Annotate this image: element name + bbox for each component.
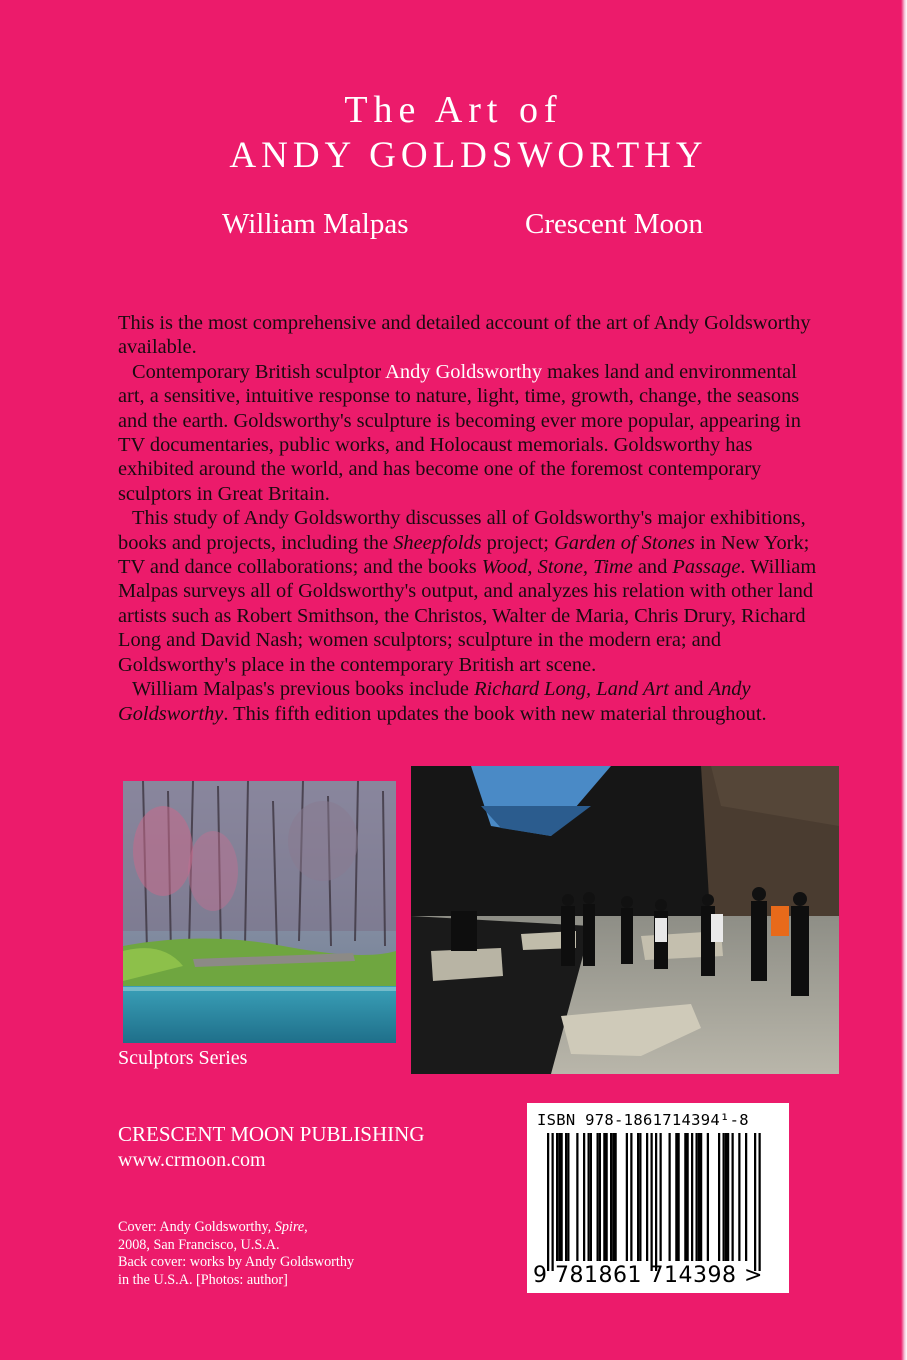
barcode-bar — [561, 1133, 563, 1261]
blurb-text-span: . William Malpas surveys all of Goldsworthy's output, and analyzes his relation with other land artists such as Robert Smithson, the Christos, Walter de Maria, Chris Drury, Richard Long and David Nash; women sculptors; sculpture in the modern era; and Goldsworthy's place in the contemporary British art scene. — [118, 556, 817, 676]
barcode-bar — [630, 1133, 632, 1261]
credits-line-1 — [118, 1219, 408, 1237]
barcode-bar — [700, 1133, 702, 1261]
title-line-1: The Art of — [344, 89, 563, 131]
barcode-bar — [675, 1133, 677, 1261]
barcode-bar — [655, 1133, 657, 1271]
barcode-bar — [606, 1133, 608, 1261]
barcode-bar — [696, 1133, 698, 1261]
isbn-barcode — [527, 1103, 789, 1293]
barcode-bar — [738, 1133, 740, 1261]
barcode-bar — [558, 1133, 560, 1261]
blurb-paragraph-3 — [118, 506, 824, 677]
title-line-2: ANDY GOLDSWORTHY — [229, 135, 708, 176]
credits-line-2: 2008, San Francisco, U.S.A. — [118, 1236, 280, 1253]
barcode-bar — [651, 1133, 653, 1271]
credits-line-4: in the U.S.A. [Photos: author] — [118, 1271, 288, 1288]
author-name: William Malpas — [222, 208, 409, 240]
barcode-bar — [639, 1133, 641, 1261]
barcode-bar — [547, 1133, 549, 1271]
credits-text: Cover: Andy Goldsworthy, — [118, 1219, 275, 1235]
barcode-bar — [556, 1133, 558, 1261]
barcode-bar — [588, 1133, 590, 1261]
blurb-text-span: Contemporary British sculptor — [132, 360, 386, 383]
barcode-bar — [599, 1133, 601, 1261]
blurb-text-span: makes land and environmental art, a sensitive, intuitive response to nature, light, time, growth, change, the seasons and the earth. Goldsworthy's sculpture is becoming ever more popular, appearing in TV documentaries, public works, and Holocaust memorials. Goldsworthy has exhibited around the world, and has become one of the foremost contemporary sculptors in Great Britain. — [118, 360, 801, 505]
barcode-bar — [759, 1133, 761, 1271]
blurb-text-span: in New York; TV and dance collaborations; and the books — [118, 531, 810, 579]
barcode-bar — [745, 1133, 747, 1261]
publisher-name: CRESCENT MOON PUBLISHING — [118, 1122, 425, 1146]
publisher-url: www.crmoon.com — [118, 1149, 266, 1171]
barcode-bar — [660, 1133, 662, 1261]
barcode-bar — [707, 1133, 709, 1261]
barcode-bar — [552, 1133, 554, 1271]
barcode-bar — [669, 1133, 671, 1261]
barcode-bar — [691, 1133, 693, 1261]
barcode-bar — [603, 1133, 605, 1261]
blurb-text-span: William Malpas's previous books include — [132, 678, 475, 701]
landscape-photo — [123, 781, 396, 1043]
landscape-photo-art — [123, 781, 396, 1043]
book-title: Passage — [672, 556, 741, 579]
barcode-bar — [725, 1133, 727, 1261]
credits-line-3: Back cover: works by Andy Goldsworthy — [118, 1254, 355, 1271]
spine-edge — [901, 0, 907, 1360]
barcode-bar — [754, 1133, 756, 1271]
book-title: Andy Goldsworthy — [118, 678, 751, 725]
barcode-bar — [626, 1133, 628, 1261]
highlighted-name: Andy Goldsworthy — [385, 360, 543, 383]
barcode-bar — [590, 1133, 592, 1261]
barcode-bar — [583, 1133, 585, 1261]
barcode-bar — [727, 1133, 729, 1261]
barcode-bar — [678, 1133, 680, 1261]
ean-digits: 9 781861 714398 > — [533, 1263, 763, 1288]
barcode-bar — [687, 1133, 689, 1261]
barcode-bar — [732, 1133, 734, 1261]
book-title: Wood, Stone, Time — [481, 556, 633, 579]
barcode-bar — [646, 1133, 648, 1261]
barcode-bar — [610, 1133, 612, 1261]
isbn-label: ISBN 978-1861714394¹-8 — [537, 1111, 749, 1129]
photo-credits — [118, 1219, 408, 1289]
barcode-bar — [698, 1133, 700, 1261]
blurb-text — [118, 311, 824, 726]
blurb-paragraph-4 — [118, 677, 824, 726]
barcode-bar — [723, 1133, 725, 1261]
barcode-bar — [637, 1133, 639, 1261]
barcode-bar — [567, 1133, 569, 1261]
blurb-text-span: This study of Andy Goldsworthy discusses all of Goldsworthy's major exhibitions, books and projects, including the — [118, 507, 806, 554]
blurb-text-span: project; — [481, 531, 555, 554]
blurb-paragraph-2 — [118, 360, 824, 506]
barcode-bar — [576, 1133, 578, 1261]
book-title: Sheepfolds — [393, 531, 482, 554]
book-title: Garden of Stones — [554, 531, 695, 554]
blurb-text-span: and — [632, 556, 673, 579]
blurb-text-span: . This fifth edition updates the book with new material throughout. — [223, 702, 767, 725]
barcode-bar — [597, 1133, 599, 1261]
credits-work-title: Spire — [274, 1219, 305, 1235]
book-title: Richard Long, Land Art — [474, 678, 669, 701]
barcode-bar — [615, 1133, 617, 1261]
courtyard-photo — [411, 766, 839, 1074]
blurb-paragraph-1: This is the most comprehensive and detailed account of the art of Andy Goldsworthy available. — [118, 312, 811, 359]
barcode-bar — [612, 1133, 614, 1261]
barcode-bar — [565, 1133, 567, 1261]
blurb-text-span: and — [668, 678, 709, 701]
barcode-bar — [684, 1133, 686, 1261]
series-caption: Sculptors Series — [118, 1047, 248, 1069]
credits-text: , — [304, 1219, 308, 1235]
courtyard-photo-art — [411, 766, 839, 1074]
barcode-bar — [718, 1133, 720, 1261]
publisher-name-header: Crescent Moon — [525, 208, 703, 240]
